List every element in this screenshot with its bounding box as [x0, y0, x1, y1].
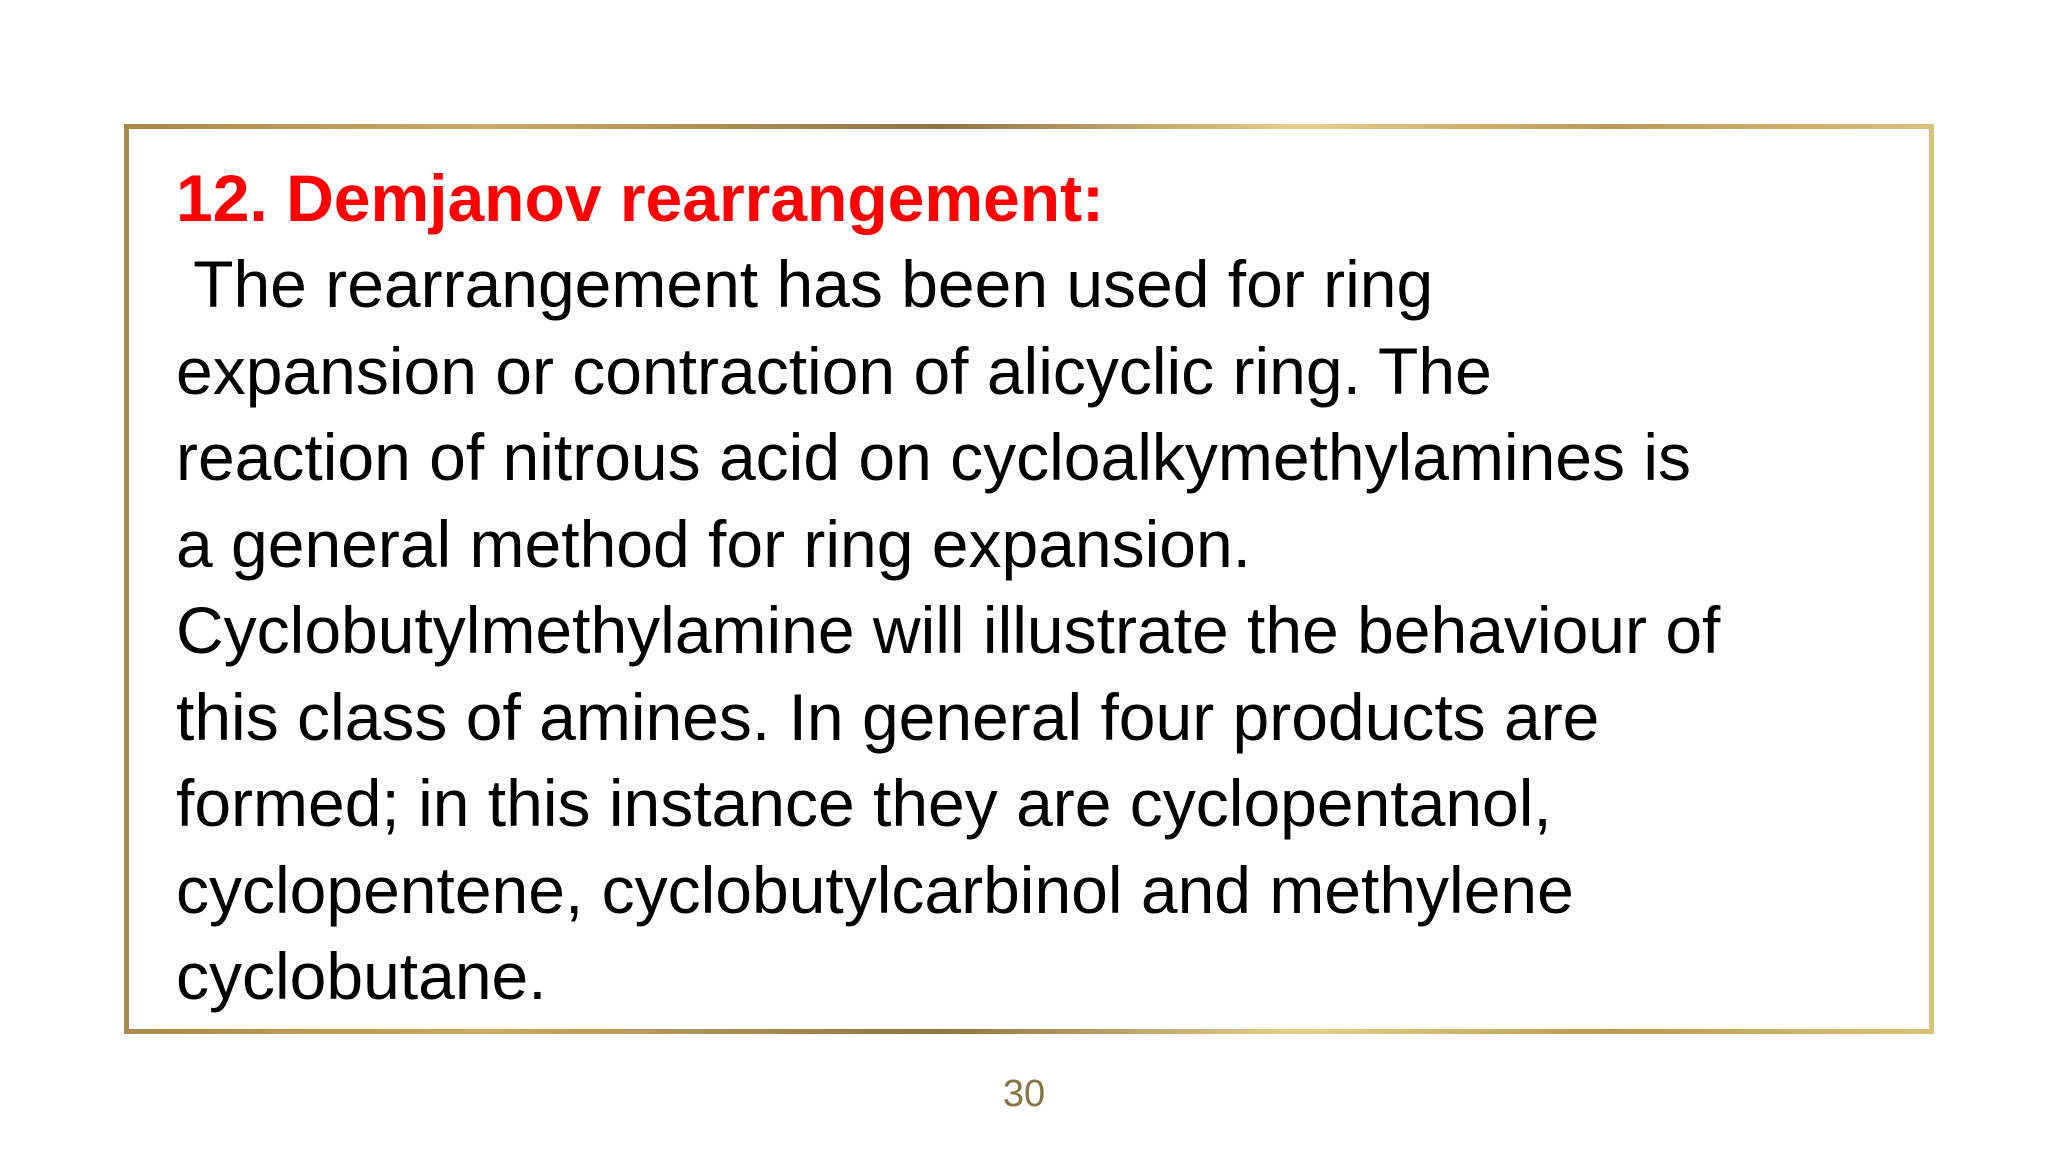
body-line: Cyclobutylmethylamine will illustrate the behaviour of: [176, 593, 1721, 667]
body-line: a general method for ring expansion.: [176, 506, 1252, 581]
body-line: cyclopentene, cyclobutylcarbinol and methylene: [176, 852, 1574, 927]
body-line: The rearrangement has been used for ring: [176, 247, 1434, 321]
body-line: this class of amines. In general four products are: [176, 679, 1600, 754]
slide-body-text: [176, 241, 1889, 1020]
slide-content-box: [129, 129, 1929, 1029]
body-line: reaction of nitrous acid on cycloalkymethylamines is: [176, 420, 1692, 494]
page-number: 30: [1002, 1073, 1046, 1115]
body-line: formed; in this instance they are cyclopentanol,: [176, 766, 1552, 840]
slide-heading: 12. Demjanov rearrangement:: [176, 161, 1105, 235]
body-line: cyclobutane.: [176, 939, 547, 1013]
body-line: expansion or contraction of alicyclic ring. The: [176, 333, 1492, 408]
gold-frame-border: [124, 124, 1934, 1034]
